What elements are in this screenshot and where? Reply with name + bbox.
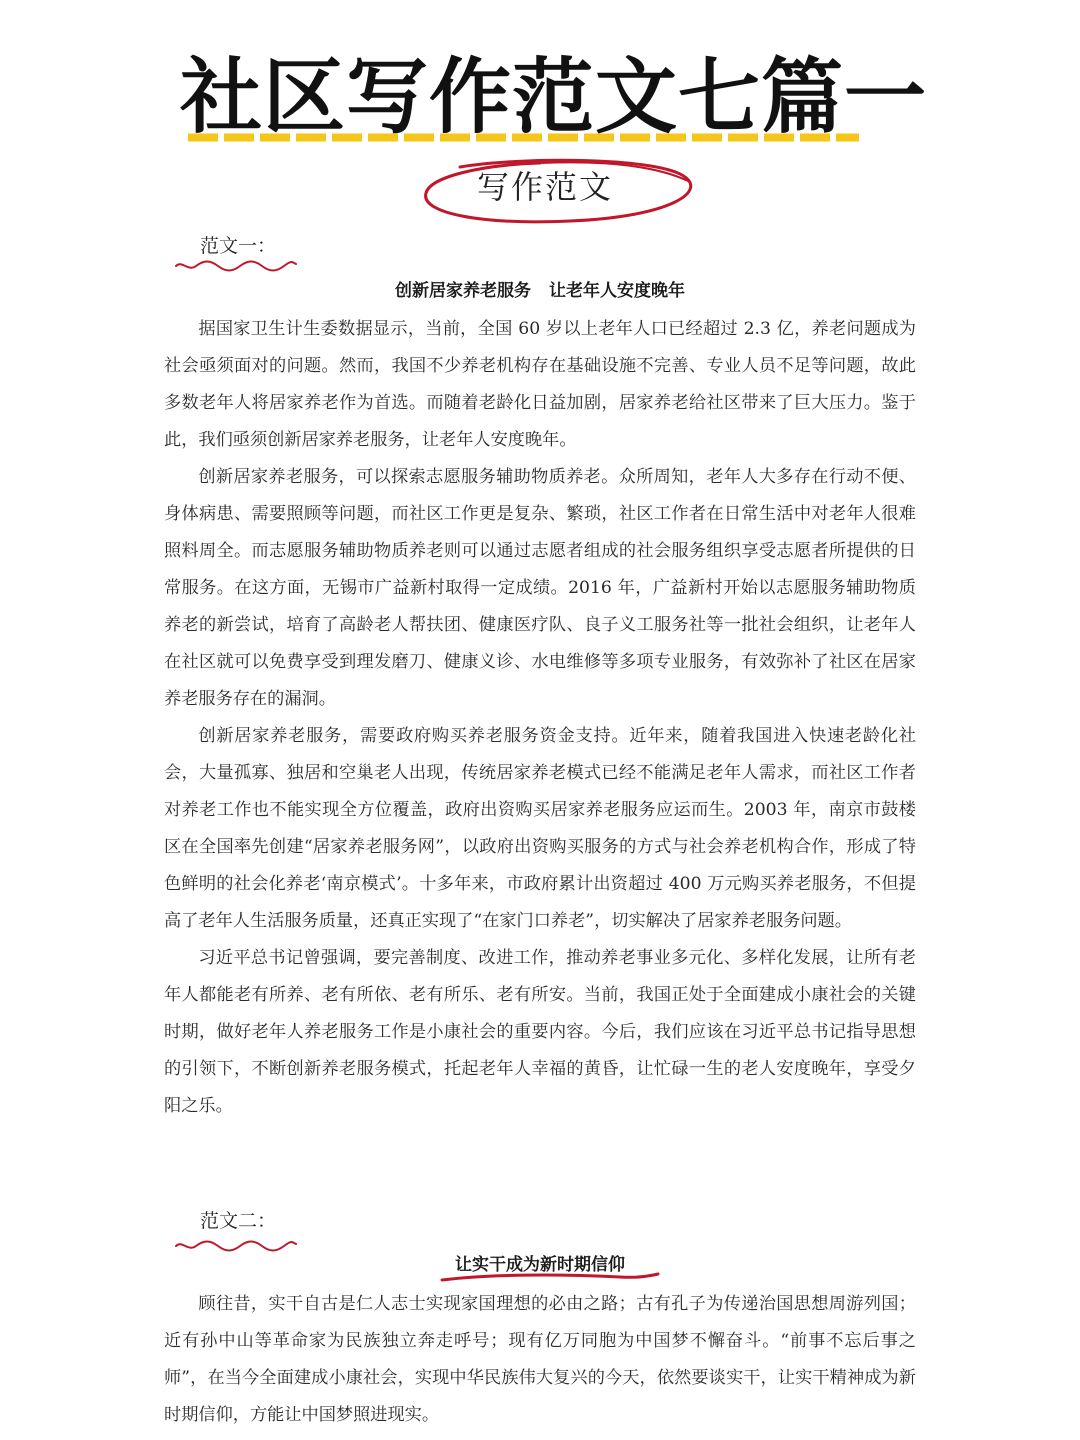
essay2-paragraph-1: 顾往昔，实干自古是仁人志士实现家国理想的必由之路；古有孔子为传递治国思想周游列国；近有孙中山等革命家为民族独立奔走呼号；现有亿万同胞为中国梦不懈奋斗。“前事不忘后事之师”，在当今全面建成小康社会，实现中华民族伟大复兴的今天，依然要谈实干，让实干精神成为新时期信仰，方能让中国梦照进现实。 bbox=[164, 1294, 916, 1425]
essay1-squiggle-path bbox=[176, 262, 296, 271]
title-dashed-underline bbox=[186, 133, 861, 142]
essay1-label: 范文一： bbox=[200, 235, 277, 257]
essay2-title-underline bbox=[440, 1270, 660, 1286]
essay1-paragraph-1: 据国家卫生计生委数据显示，当前，全国 60 岁以上老年人口已经超过 2.3 亿，养老问题成为社会亟须面对的问题。然而，我国不少养老机构存在基础设施不完善、专业人员不足等问题，故此多数老年人将居家养老作为首选。而随着老龄化日益加剧，居家养老给社区带来了巨大压力。鉴于此，我们亟须创新居家养老服务，让老年人安度晚年。 bbox=[164, 319, 916, 450]
essay1-title-part2: 让老年人安度晚年 bbox=[549, 281, 685, 301]
essay2-title-underline-path bbox=[442, 1274, 658, 1280]
essay2-body bbox=[164, 1286, 916, 1434]
essay1-paragraph-3: 创新居家养老服务，需要政府购买养老服务资金支持。近年来，随着我国进入快速老龄化社会，大量孤寡、独居和空巢老人出现，传统居家养老模式已经不能满足老年人需求，而社区工作者对养老工作也不能实现全方位覆盖，政府出资购买居家养老服务应运而生。2003 年，南京市鼓楼区在全国率先创建“居家养老服务网”，以政府出资购买服务的方式与社会养老机构合作，形成了特色鲜明的社会化养老‘南京模式’。十多年来，市政府累计出资超过 400 万元购买养老服务，不但提高了老年人生活服务质量，还真正实现了“在家门口养老”，切实解决了居家养老服务问题。 bbox=[164, 726, 916, 931]
essay2-title: 让实干成为新时期信仰 bbox=[455, 1255, 625, 1275]
essay1-title bbox=[164, 278, 916, 304]
essay1-title-part1: 创新居家养老服务 bbox=[395, 281, 531, 301]
essay1-paragraph-4: 习近平总书记曾强调，要完善制度、改进工作，推动养老事业多元化、多样化发展，让所有老年人都能老有所养、老有所依、老有所乐、老有所安。当前，我国正处于全面建成小康社会的关键时期，做好老年人养老服务工作是小康社会的重要内容。今后，我们应该在习近平总书记指导思想的引领下，不断创新养老服务模式，托起老年人幸福的黄昏，让忙碌一生的老人安度晚年，享受夕阳之乐。 bbox=[164, 948, 916, 1116]
subtitle: 写作范文 bbox=[476, 168, 613, 206]
page-title: 社区写作范文七篇一 bbox=[180, 50, 928, 145]
essay1-label-squiggle bbox=[174, 258, 298, 274]
essay1-body bbox=[164, 311, 916, 1125]
essay1-paragraph-2: 创新居家养老服务，可以探索志愿服务辅助物质养老。众所周知，老年人大多存在行动不便、身体病患、需要照顾等问题，而社区工作更是复杂、繁琐，社区工作者在日常生活中对老年人很难照料周全。而志愿服务辅助物质养老则可以通过志愿者组成的社会服务组织享受志愿者所提供的日常服务。在这方面，无锡市广益新村取得一定成绩。2016 年，广益新村开始以志愿服务辅助物质养老的新尝试，培育了高龄老人帮扶团、健康医疗队、良子义工服务社等一批社会组织，让老年人在社区就可以免费享受到理发磨刀、健康义诊、水电维修等多项专业服务，有效弥补了社区在居家养老服务存在的漏洞。 bbox=[164, 467, 916, 709]
essay2-label: 范文二： bbox=[200, 1210, 277, 1232]
essay2-squiggle-path bbox=[176, 1242, 296, 1251]
